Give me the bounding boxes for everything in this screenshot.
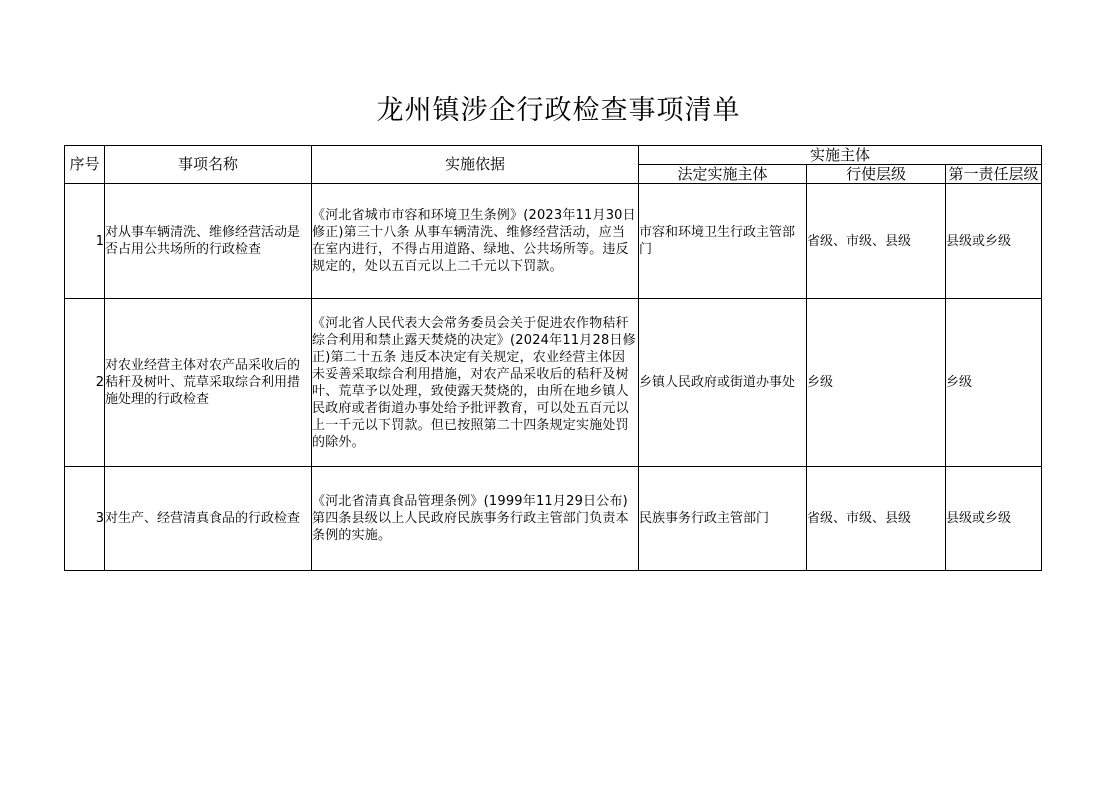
header-basis: 实施依据 xyxy=(312,146,639,184)
row-exercise-level: 乡级 xyxy=(807,299,946,467)
header-exercise-level: 行使层级 xyxy=(807,165,946,184)
row-first-responsible-level: 县级或乡级 xyxy=(946,184,1042,299)
row-legal-subject: 民族事务行政主管部门 xyxy=(639,467,807,571)
table-row xyxy=(65,299,1042,467)
row-item-name: 对从事车辆清洗、维修经营活动是否占用公共场所的行政检查 xyxy=(105,184,312,299)
row-exercise-level: 省级、市级、县级 xyxy=(807,184,946,299)
row-legal-subject: 市容和环境卫生行政主管部门 xyxy=(639,184,807,299)
row-basis: 《河北省人民代表大会常务委员会关于促进农作物秸秆综合利用和禁止露天焚烧的决定》(2024年11月28日修正)第二十五条 违反本决定有关规定，农业经营主体因未妥善采取综合利用措施，对农产品采收后的秸秆及树叶、荒草予以处理，致使露天焚烧的，由所在地乡镇人民政府或者街道办事处给予批评教育，可以处五百元以上一千元以下罚款。但已按照第二十四条规定实施处罚的除外。 xyxy=(312,299,639,467)
row-seq: 3 xyxy=(65,467,105,571)
page-title: 龙州镇涉企行政检查事项清单 xyxy=(376,95,741,126)
header-seq: 序号 xyxy=(65,146,105,184)
row-basis: 《河北省城市市容和环境卫生条例》(2023年11月30日修正)第三十八条 从事车辆清洗、维修经营活动，应当在室内进行，不得占用道路、绿地、公共场所等。违反规定的，处以五百元以上二千元以下罚款。 xyxy=(312,184,639,299)
header-implementing-subject: 实施主体 xyxy=(639,146,1042,165)
row-legal-subject: 乡镇人民政府或街道办事处 xyxy=(639,299,807,467)
row-exercise-level: 省级、市级、县级 xyxy=(807,467,946,571)
inspection-items-table xyxy=(64,145,1042,571)
header-first-responsible-level: 第一责任层级 xyxy=(946,165,1042,184)
header-legal-subject: 法定实施主体 xyxy=(639,165,807,184)
row-item-name: 对农业经营主体对农产品采收后的秸秆及树叶、荒草采取综合利用措施处理的行政检查 xyxy=(105,299,312,467)
table-row xyxy=(65,467,1042,571)
row-first-responsible-level: 县级或乡级 xyxy=(946,467,1042,571)
header-item-name: 事项名称 xyxy=(105,146,312,184)
row-first-responsible-level: 乡级 xyxy=(946,299,1042,467)
header-row-top xyxy=(65,146,1042,165)
row-basis: 《河北省清真食品管理条例》(1999年11月29日公布)第四条县级以上人民政府民族事务行政主管部门负责本条例的实施。 xyxy=(312,467,639,571)
row-seq: 2 xyxy=(65,299,105,467)
row-seq: 1 xyxy=(65,184,105,299)
table-row xyxy=(65,184,1042,299)
row-item-name: 对生产、经营清真食品的行政检查 xyxy=(105,467,312,571)
